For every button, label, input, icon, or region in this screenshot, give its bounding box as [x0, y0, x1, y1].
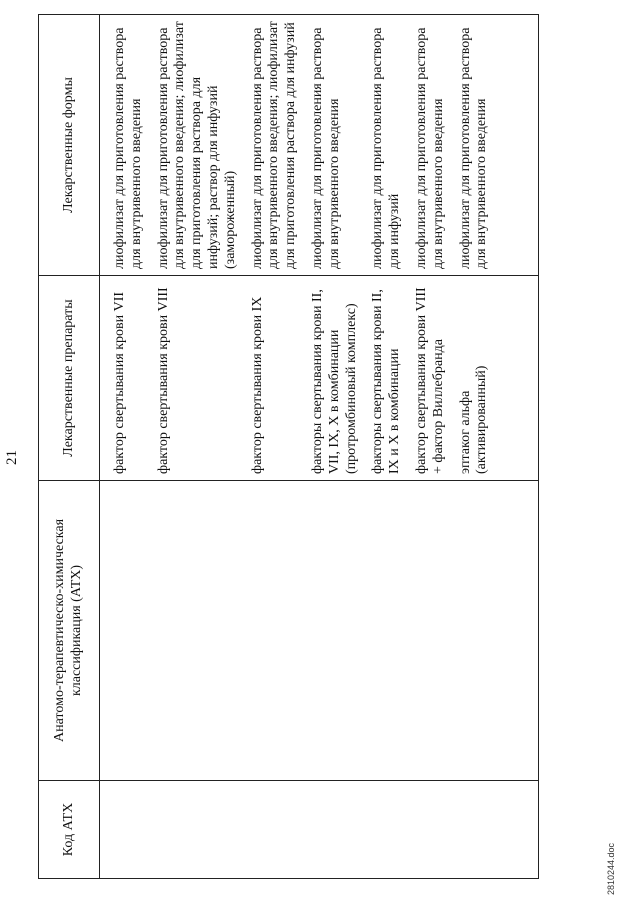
cell-code	[310, 781, 370, 879]
cell-drug: фактор свертывания крови VII	[100, 276, 156, 481]
table-row	[310, 15, 370, 879]
cell-code	[250, 781, 310, 879]
cell-forms: лиофилизат для приготовления раствора для внутривенного введения	[310, 15, 370, 276]
cell-forms: лиофилизат для приготовления раствора для внутривенного введения	[100, 15, 156, 276]
page-number: 21	[4, 450, 20, 465]
table-row	[156, 15, 250, 879]
cell-code	[156, 781, 250, 879]
cell-drug: фактор свертывания крови IX	[250, 276, 310, 481]
table-row	[250, 15, 310, 879]
cell-atc	[370, 481, 414, 781]
cell-atc	[156, 481, 250, 781]
table-row	[414, 15, 458, 879]
cell-drug: эптаког альфа (активированный)	[458, 276, 539, 481]
cell-forms: лиофилизат для приготовления раствора для внутривенного введения	[414, 15, 458, 276]
cell-drug: фактор свертывания крови VIII	[156, 276, 250, 481]
cell-forms: лиофилизат для приготовления раствора для внутривенного введения; лиофилизат для приготовления раствора для инфузий	[250, 15, 310, 276]
header-drugs: Лекарственные препараты	[39, 276, 100, 481]
cell-atc	[458, 481, 539, 781]
table-row	[100, 15, 156, 879]
cell-forms: лиофилизат для приготовления раствора для внутривенного введения	[458, 15, 539, 276]
cell-forms: лиофилизат для приготовления раствора для инфузий	[370, 15, 414, 276]
table-row	[458, 15, 539, 879]
cell-atc	[310, 481, 370, 781]
cell-code	[414, 781, 458, 879]
cell-atc	[100, 481, 156, 781]
header-atx-classification: Анатомо-терапевтическо-химическая классификация (АТХ)	[39, 481, 100, 781]
document-code: 2810244.doc	[606, 842, 616, 895]
drug-classification-table	[38, 14, 539, 879]
table-header-row	[39, 15, 100, 879]
cell-atc	[250, 481, 310, 781]
cell-code	[100, 781, 156, 879]
cell-drug: факторы свертывания крови II, IX и X в комбинации	[370, 276, 414, 481]
cell-forms: лиофилизат для приготовления раствора для внутривенного введения; лиофилизат для приготовления раствора для инфузий; раствор для инфузий (замороженный)	[156, 15, 250, 276]
cell-code	[458, 781, 539, 879]
cell-drug: факторы свертывания крови II, VII, IX, X в комбинации (протромбиновый комплекс)	[310, 276, 370, 481]
header-atx-code: Код АТХ	[39, 781, 100, 879]
cell-atc	[414, 481, 458, 781]
header-dosage-forms: Лекарственные формы	[39, 15, 100, 276]
table-row	[370, 15, 414, 879]
cell-code	[370, 781, 414, 879]
cell-drug: фактор свертывания крови VIII + фактор Виллебранда	[414, 276, 458, 481]
